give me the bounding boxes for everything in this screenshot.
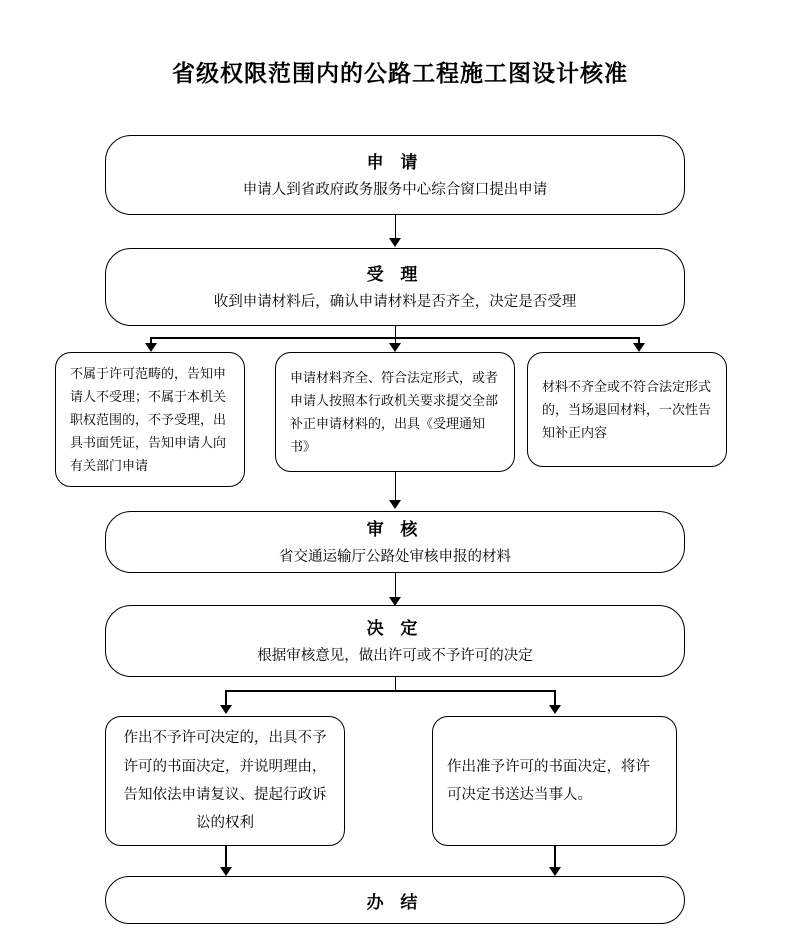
node-apply-head: 申 请: [366, 153, 424, 173]
node-decide-head: 决 定: [366, 619, 424, 639]
node-branch-left-body: 不属于许可范畴的，告知申请人不受理；不属于本机关职权范围的，不予受理，出具书面凭证，告知申请人向有关部门申请: [70, 365, 227, 474]
arrow-branch-right: [633, 343, 645, 352]
node-branch-right-body: 材料不齐全或不符合法定形式的，当场退回材料，一次性告知补正内容: [542, 378, 712, 441]
arrow-apply-accept: [389, 238, 401, 247]
node-review-body: 省交通运输厅公路处审核申报的材料: [279, 549, 511, 566]
arrow-result-left: [220, 705, 232, 714]
node-result-left-body: 作出不予许可决定的，出具不予许可的书面决定，并说明理由，告知依法申请复议、提起行政诉讼的权利: [123, 730, 327, 832]
node-branch-right: [527, 352, 727, 467]
arrow-branch-left: [145, 343, 157, 352]
node-result-right-body: 作出准予许可的书面决定，将许可决定书送达当事人。: [447, 758, 650, 803]
connector-result-right-end: [554, 846, 556, 868]
node-apply: [105, 135, 685, 215]
connector-results-bus: [225, 690, 555, 692]
connector-apply-accept: [395, 215, 397, 239]
node-branch-middle: [275, 352, 515, 472]
node-decide: [105, 605, 685, 677]
arrow-branch-review: [389, 500, 401, 509]
connector-branch-review: [395, 472, 397, 502]
node-review-head: 审 核: [366, 520, 424, 540]
node-end: [105, 876, 685, 924]
node-branch-middle-body: 申请材料齐全、符合法定形式，或者申请人按照本行政机关要求提交全部补正申请材料的，出具《受理通知书》: [290, 369, 499, 455]
arrow-result-right-end: [549, 867, 561, 876]
connector-result-left-end: [225, 846, 227, 868]
node-branch-left: [55, 352, 245, 487]
node-result-left: [105, 716, 345, 846]
node-end-head: 办 结: [366, 892, 424, 912]
node-accept-body: 收到申请材料后，确认申请材料是否齐全，决定是否受理: [213, 294, 577, 311]
connector-bus-result-right: [554, 690, 556, 706]
page-title: 省级权限范围内的公路工程施工图设计核准: [172, 60, 628, 86]
node-accept-head: 受 理: [366, 265, 424, 285]
node-apply-body: 申请人到省政府政务服务中心综合窗口提出申请: [242, 182, 548, 199]
node-result-right: [432, 716, 677, 846]
connector-review-decide: [395, 573, 397, 599]
node-accept: [105, 248, 685, 326]
connector-bus-result-left: [225, 690, 227, 706]
arrow-result-right: [549, 705, 561, 714]
connector-decide-bus: [395, 677, 397, 691]
node-decide-body: 根据审核意见，做出许可或不予许可的决定: [257, 648, 533, 665]
arrow-branch-middle: [389, 343, 401, 352]
arrow-result-left-end: [220, 867, 232, 876]
node-review: [105, 511, 685, 573]
